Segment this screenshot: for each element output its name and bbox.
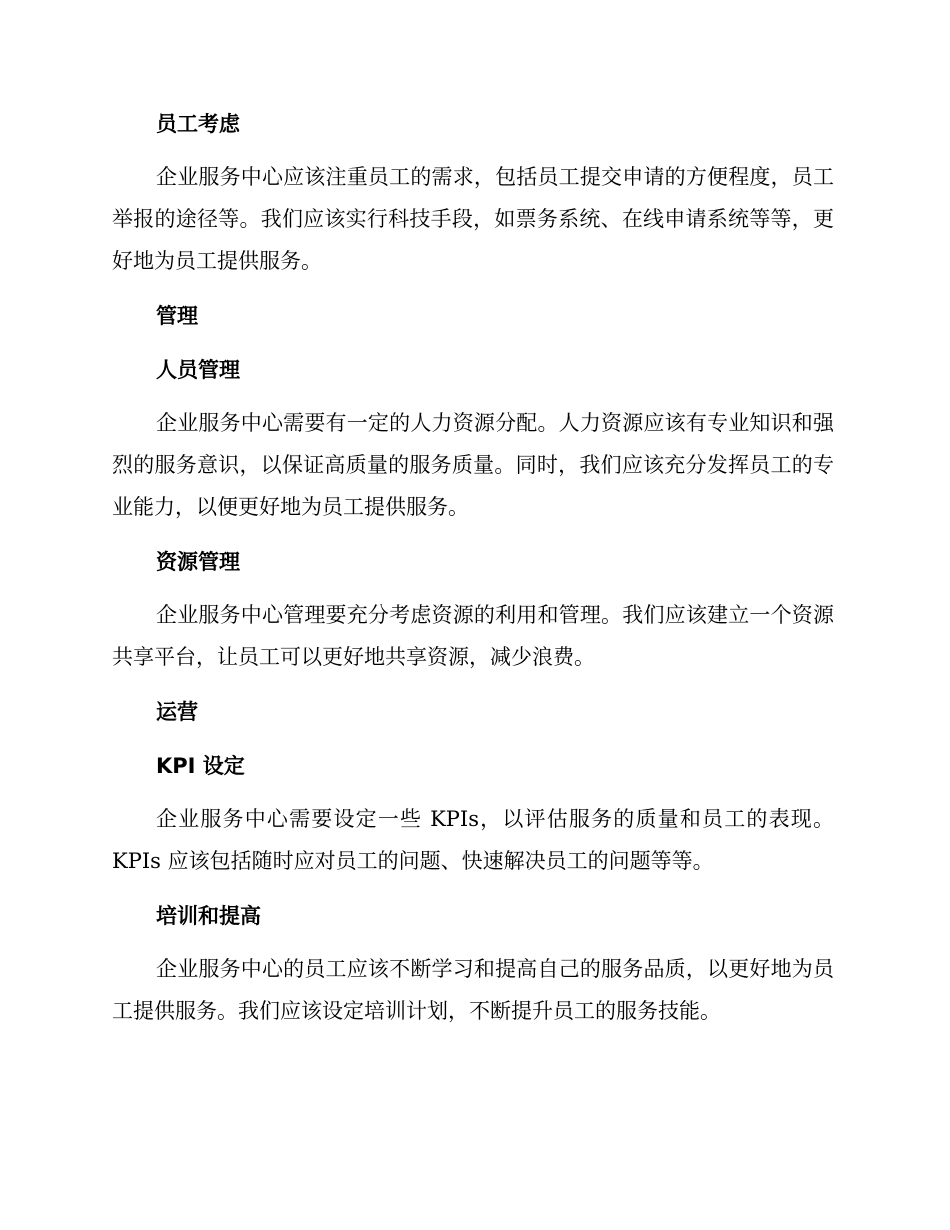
section-heading-personnel-management: 人员管理	[156, 358, 240, 382]
section-heading-employee-consideration: 员工考虑	[156, 112, 240, 136]
paragraph-resource-management: 企业服务中心管理要充分考虑资源的利用和管理。我们应该建立一个资源共享平台，让员工可以更好地共享资源，减少浪费。	[112, 603, 834, 669]
section-heading-management: 管理	[156, 304, 198, 328]
section-heading-resource-management: 资源管理	[156, 550, 240, 574]
section-heading-operations: 运营	[156, 700, 198, 724]
paragraph-employee-consideration: 企业服务中心应该注重员工的需求，包括员工提交申请的方便程度，员工举报的途径等。我们应该实行科技手段，如票务系统、在线申请系统等等，更好地为员工提供服务。	[112, 165, 834, 273]
paragraph-kpi-setting: 企业服务中心需要设定一些 KPIs，以评估服务的质量和员工的表现。KPIs 应该包括随时应对员工的问题、快速解决员工的问题等等。	[112, 807, 834, 873]
document-content	[112, 108, 834, 1032]
section-heading-kpi-setting: KPI 设定	[156, 754, 245, 778]
section-heading-training: 培训和提高	[156, 904, 261, 928]
paragraph-personnel-management: 企业服务中心需要有一定的人力资源分配。人力资源应该有专业知识和强烈的服务意识，以保证高质量的服务质量。同时，我们应该充分发挥员工的专业能力，以便更好地为员工提供服务。	[112, 411, 834, 519]
paragraph-training: 企业服务中心的员工应该不断学习和提高自己的服务品质，以更好地为员工提供服务。我们应该设定培训计划，不断提升员工的服务技能。	[112, 957, 834, 1023]
